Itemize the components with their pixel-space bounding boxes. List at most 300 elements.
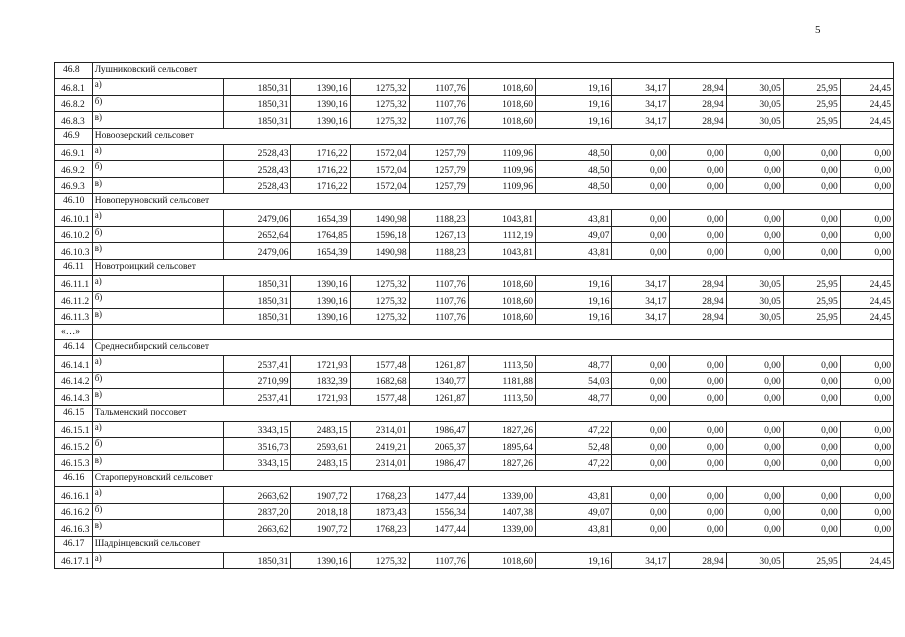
value-cell: 1827,26 xyxy=(468,454,535,471)
value-cell: 1275,32 xyxy=(350,308,409,325)
value-cell: 1261,87 xyxy=(409,389,468,406)
value-cell: 2479,06 xyxy=(224,243,291,260)
value-cell: 0,00 xyxy=(612,210,669,227)
value-cell: 0,00 xyxy=(726,487,783,504)
ellipsis-row xyxy=(55,325,894,340)
value-cell: 34,17 xyxy=(612,275,669,292)
value-cell: 1339,00 xyxy=(468,520,535,537)
value-cell: 25,95 xyxy=(783,275,840,292)
row-code: 46.11.3 xyxy=(55,308,93,325)
value-cell: 0,00 xyxy=(669,454,726,471)
value-cell: 1768,23 xyxy=(350,520,409,537)
section-title: Новоперуновский сельсовет xyxy=(92,194,893,210)
value-cell: 19,16 xyxy=(536,308,612,325)
value-cell: 1107,76 xyxy=(409,308,468,325)
value-cell: 43,81 xyxy=(536,243,612,260)
value-cell: 1390,16 xyxy=(291,308,350,325)
value-cell: 19,16 xyxy=(536,292,612,309)
value-cell: 0,00 xyxy=(783,210,840,227)
value-cell: 1275,32 xyxy=(350,552,409,569)
value-cell: 0,00 xyxy=(612,226,669,243)
value-cell: 0,00 xyxy=(783,421,840,438)
value-cell: 1850,31 xyxy=(224,95,291,112)
value-cell: 24,45 xyxy=(840,112,893,129)
value-cell: 30,05 xyxy=(726,292,783,309)
value-cell: 0,00 xyxy=(669,372,726,389)
value-cell: 34,17 xyxy=(612,308,669,325)
page-number: 5 xyxy=(815,24,821,36)
value-cell: 1018,60 xyxy=(468,552,535,569)
value-cell: 1018,60 xyxy=(468,95,535,112)
value-cell: 2483,15 xyxy=(291,454,350,471)
value-cell: 1654,39 xyxy=(291,243,350,260)
value-cell: 24,45 xyxy=(840,79,893,96)
value-cell: 24,45 xyxy=(840,292,893,309)
value-cell: 24,45 xyxy=(840,95,893,112)
value-cell: 34,17 xyxy=(612,95,669,112)
value-cell: 1596,18 xyxy=(350,226,409,243)
value-cell: 1407,38 xyxy=(468,503,535,520)
row-code: 46.11.1 xyxy=(55,275,93,292)
value-cell: 28,94 xyxy=(669,79,726,96)
value-cell: 2479,06 xyxy=(224,210,291,227)
row-code: 46.14.1 xyxy=(55,356,93,373)
value-cell: 0,00 xyxy=(840,421,893,438)
value-cell: 0,00 xyxy=(783,372,840,389)
table-row xyxy=(55,292,894,309)
value-cell: 0,00 xyxy=(726,438,783,455)
row-code: 46.15.2 xyxy=(55,438,93,455)
section-header-row xyxy=(55,405,894,421)
value-cell: 1907,72 xyxy=(291,487,350,504)
value-cell: 1107,76 xyxy=(409,95,468,112)
value-cell: 1390,16 xyxy=(291,95,350,112)
value-cell: 1577,48 xyxy=(350,356,409,373)
section-header-row xyxy=(55,63,894,79)
value-cell: 0,00 xyxy=(840,226,893,243)
value-cell: 0,00 xyxy=(783,438,840,455)
value-cell: 43,81 xyxy=(536,520,612,537)
section-title: Староперуновский сельсовет xyxy=(92,471,893,487)
value-cell: 1107,76 xyxy=(409,79,468,96)
section-code: 46.10 xyxy=(55,194,93,210)
value-cell: 49,07 xyxy=(536,226,612,243)
row-subitem: а) xyxy=(92,356,223,373)
value-cell: 0,00 xyxy=(783,356,840,373)
value-cell: 1716,22 xyxy=(291,161,350,178)
value-cell: 2483,15 xyxy=(291,421,350,438)
table-row xyxy=(55,503,894,520)
value-cell: 47,22 xyxy=(536,421,612,438)
value-cell: 0,00 xyxy=(612,389,669,406)
value-cell: 1107,76 xyxy=(409,112,468,129)
row-code: 46.8.1 xyxy=(55,79,93,96)
section-header-row xyxy=(55,194,894,210)
value-cell: 1721,93 xyxy=(291,356,350,373)
value-cell: 2537,41 xyxy=(224,389,291,406)
section-header-row xyxy=(55,471,894,487)
table-row xyxy=(55,356,894,373)
value-cell: 48,50 xyxy=(536,144,612,161)
section-title: Новоозерский сельсовет xyxy=(92,128,893,144)
value-cell: 0,00 xyxy=(669,210,726,227)
value-cell: 1275,32 xyxy=(350,292,409,309)
value-cell: 28,94 xyxy=(669,275,726,292)
value-cell: 0,00 xyxy=(726,356,783,373)
value-cell: 2065,37 xyxy=(409,438,468,455)
table-row xyxy=(55,520,894,537)
value-cell: 24,45 xyxy=(840,308,893,325)
value-cell: 2593,61 xyxy=(291,438,350,455)
value-cell: 0,00 xyxy=(783,503,840,520)
value-cell: 0,00 xyxy=(669,438,726,455)
value-cell: 3343,15 xyxy=(224,421,291,438)
row-code: 46.9.1 xyxy=(55,144,93,161)
value-cell: 0,00 xyxy=(726,226,783,243)
section-title: Шадрінцевский сельсовет xyxy=(92,536,893,552)
value-cell: 1339,00 xyxy=(468,487,535,504)
value-cell: 0,00 xyxy=(840,144,893,161)
value-cell: 0,00 xyxy=(783,454,840,471)
value-cell: 43,81 xyxy=(536,487,612,504)
section-header-row xyxy=(55,340,894,356)
value-cell: 1850,31 xyxy=(224,552,291,569)
row-code: 46.16.2 xyxy=(55,503,93,520)
value-cell: 1181,88 xyxy=(468,372,535,389)
value-cell: 49,07 xyxy=(536,503,612,520)
row-subitem: в) xyxy=(92,243,223,260)
section-code: 46.14 xyxy=(55,340,93,356)
value-cell: 1477,44 xyxy=(409,520,468,537)
table-row xyxy=(55,275,894,292)
value-cell: 0,00 xyxy=(612,421,669,438)
value-cell: 1850,31 xyxy=(224,112,291,129)
value-cell: 25,95 xyxy=(783,112,840,129)
row-code: 46.10.3 xyxy=(55,243,93,260)
value-cell: 34,17 xyxy=(612,79,669,96)
value-cell: 0,00 xyxy=(669,144,726,161)
value-cell: 0,00 xyxy=(726,421,783,438)
table-row xyxy=(55,112,894,129)
row-code: 46.15.1 xyxy=(55,421,93,438)
value-cell: 1188,23 xyxy=(409,210,468,227)
value-cell: 0,00 xyxy=(669,389,726,406)
value-cell: 3516,73 xyxy=(224,438,291,455)
value-cell: 30,05 xyxy=(726,308,783,325)
value-cell: 1764,85 xyxy=(291,226,350,243)
value-cell: 1390,16 xyxy=(291,292,350,309)
row-code: 46.17.1 xyxy=(55,552,93,569)
value-cell: 1113,50 xyxy=(468,389,535,406)
row-subitem: в) xyxy=(92,308,223,325)
value-cell: 1895,64 xyxy=(468,438,535,455)
value-cell: 2710,99 xyxy=(224,372,291,389)
table-row xyxy=(55,79,894,96)
value-cell: 1043,81 xyxy=(468,243,535,260)
row-subitem: в) xyxy=(92,520,223,537)
value-cell: 0,00 xyxy=(726,503,783,520)
value-cell: 1490,98 xyxy=(350,243,409,260)
value-cell: 2528,43 xyxy=(224,177,291,194)
table-row xyxy=(55,95,894,112)
section-code: 46.17 xyxy=(55,536,93,552)
value-cell: 1873,43 xyxy=(350,503,409,520)
value-cell: 19,16 xyxy=(536,275,612,292)
value-cell: 1113,50 xyxy=(468,356,535,373)
row-subitem: в) xyxy=(92,389,223,406)
value-cell: 1109,96 xyxy=(468,161,535,178)
value-cell: 25,95 xyxy=(783,79,840,96)
table-row xyxy=(55,226,894,243)
value-cell: 1577,48 xyxy=(350,389,409,406)
value-cell: 25,95 xyxy=(783,292,840,309)
value-cell: 1261,87 xyxy=(409,356,468,373)
value-cell: 48,77 xyxy=(536,356,612,373)
value-cell: 0,00 xyxy=(612,372,669,389)
row-subitem: а) xyxy=(92,487,223,504)
table-row xyxy=(55,389,894,406)
value-cell: 34,17 xyxy=(612,112,669,129)
value-cell: 1572,04 xyxy=(350,144,409,161)
value-cell: 0,00 xyxy=(840,520,893,537)
value-cell: 1654,39 xyxy=(291,210,350,227)
value-cell: 1043,81 xyxy=(468,210,535,227)
value-cell: 1907,72 xyxy=(291,520,350,537)
value-cell: 0,00 xyxy=(840,243,893,260)
value-cell: 1986,47 xyxy=(409,454,468,471)
section-header-row xyxy=(55,259,894,275)
row-code: 46.10.2 xyxy=(55,226,93,243)
section-title: Среднесибирский сельсовет xyxy=(92,340,893,356)
value-cell: 1018,60 xyxy=(468,292,535,309)
value-cell: 43,81 xyxy=(536,210,612,227)
value-cell: 25,95 xyxy=(783,552,840,569)
row-subitem: а) xyxy=(92,275,223,292)
value-cell: 1109,96 xyxy=(468,177,535,194)
value-cell: 25,95 xyxy=(783,308,840,325)
table-row xyxy=(55,438,894,455)
section-header-row xyxy=(55,536,894,552)
value-cell: 1257,79 xyxy=(409,177,468,194)
table-row xyxy=(55,454,894,471)
table-row xyxy=(55,144,894,161)
section-title: Тальменский поссовет xyxy=(92,405,893,421)
row-subitem: б) xyxy=(92,372,223,389)
row-subitem: в) xyxy=(92,454,223,471)
value-cell: 0,00 xyxy=(669,177,726,194)
value-cell: 1827,26 xyxy=(468,421,535,438)
value-cell: 1340,77 xyxy=(409,372,468,389)
value-cell: 0,00 xyxy=(840,454,893,471)
value-cell: 0,00 xyxy=(783,226,840,243)
row-code: 46.16.1 xyxy=(55,487,93,504)
value-cell: 0,00 xyxy=(726,454,783,471)
value-cell: 48,50 xyxy=(536,161,612,178)
value-cell: 0,00 xyxy=(783,144,840,161)
value-cell: 2419,21 xyxy=(350,438,409,455)
value-cell: 0,00 xyxy=(840,210,893,227)
value-cell: 1107,76 xyxy=(409,292,468,309)
value-cell: 52,48 xyxy=(536,438,612,455)
table-row xyxy=(55,161,894,178)
row-code: 46.16.3 xyxy=(55,520,93,537)
value-cell: 1490,98 xyxy=(350,210,409,227)
value-cell: 0,00 xyxy=(840,438,893,455)
value-cell: 3343,15 xyxy=(224,454,291,471)
value-cell: 30,05 xyxy=(726,112,783,129)
value-cell: 2528,43 xyxy=(224,161,291,178)
row-code: 46.9.2 xyxy=(55,161,93,178)
value-cell: 0,00 xyxy=(612,177,669,194)
value-cell: 1986,47 xyxy=(409,421,468,438)
row-subitem: а) xyxy=(92,552,223,569)
value-cell: 0,00 xyxy=(840,161,893,178)
value-cell: 0,00 xyxy=(726,243,783,260)
section-title: Новотроицкий сельсовет xyxy=(92,259,893,275)
value-cell: 28,94 xyxy=(669,95,726,112)
value-cell: 0,00 xyxy=(612,520,669,537)
value-cell: 0,00 xyxy=(726,520,783,537)
value-cell: 2663,62 xyxy=(224,520,291,537)
value-cell: 0,00 xyxy=(726,161,783,178)
row-code: 46.14.3 xyxy=(55,389,93,406)
value-cell: 0,00 xyxy=(726,372,783,389)
row-subitem: а) xyxy=(92,79,223,96)
row-subitem: в) xyxy=(92,177,223,194)
ellipsis-filler xyxy=(92,325,893,340)
row-subitem: б) xyxy=(92,292,223,309)
value-cell: 0,00 xyxy=(726,144,783,161)
value-cell: 1112,19 xyxy=(468,226,535,243)
value-cell: 30,05 xyxy=(726,95,783,112)
value-cell: 0,00 xyxy=(669,487,726,504)
row-code: 46.14.2 xyxy=(55,372,93,389)
value-cell: 1018,60 xyxy=(468,275,535,292)
value-cell: 2528,43 xyxy=(224,144,291,161)
value-cell: 47,22 xyxy=(536,454,612,471)
value-cell: 1018,60 xyxy=(468,308,535,325)
value-cell: 19,16 xyxy=(536,552,612,569)
row-subitem: б) xyxy=(92,95,223,112)
value-cell: 19,16 xyxy=(536,79,612,96)
row-code: 46.9.3 xyxy=(55,177,93,194)
value-cell: 0,00 xyxy=(669,161,726,178)
value-cell: 1275,32 xyxy=(350,79,409,96)
table-row xyxy=(55,552,894,569)
value-cell: 48,50 xyxy=(536,177,612,194)
value-cell: 2537,41 xyxy=(224,356,291,373)
value-cell: 0,00 xyxy=(726,389,783,406)
value-cell: 1188,23 xyxy=(409,243,468,260)
value-cell: 1850,31 xyxy=(224,275,291,292)
value-cell: 2018,18 xyxy=(291,503,350,520)
value-cell: 0,00 xyxy=(669,226,726,243)
row-subitem: в) xyxy=(92,112,223,129)
value-cell: 0,00 xyxy=(612,144,669,161)
value-cell: 19,16 xyxy=(536,112,612,129)
value-cell: 1257,79 xyxy=(409,161,468,178)
table-row xyxy=(55,210,894,227)
section-code: 46.11 xyxy=(55,259,93,275)
value-cell: 0,00 xyxy=(669,356,726,373)
value-cell: 24,45 xyxy=(840,275,893,292)
value-cell: 1716,22 xyxy=(291,177,350,194)
section-code: 46.9 xyxy=(55,128,93,144)
row-code: 46.10.1 xyxy=(55,210,93,227)
value-cell: 34,17 xyxy=(612,292,669,309)
value-cell: 34,17 xyxy=(612,552,669,569)
section-header-row xyxy=(55,128,894,144)
value-cell: 28,94 xyxy=(669,308,726,325)
row-subitem: б) xyxy=(92,161,223,178)
row-subitem: а) xyxy=(92,421,223,438)
value-cell: 1018,60 xyxy=(468,79,535,96)
value-cell: 1267,13 xyxy=(409,226,468,243)
row-code: 46.8.3 xyxy=(55,112,93,129)
value-cell: 0,00 xyxy=(612,454,669,471)
value-cell: 1107,76 xyxy=(409,275,468,292)
value-cell: 0,00 xyxy=(669,243,726,260)
value-cell: 30,05 xyxy=(726,275,783,292)
value-cell: 2314,01 xyxy=(350,421,409,438)
row-code: 46.15.3 xyxy=(55,454,93,471)
value-cell: 1477,44 xyxy=(409,487,468,504)
value-cell: 0,00 xyxy=(783,389,840,406)
value-cell: 25,95 xyxy=(783,95,840,112)
value-cell: 1390,16 xyxy=(291,275,350,292)
row-subitem: а) xyxy=(92,144,223,161)
row-subitem: а) xyxy=(92,210,223,227)
row-subitem: б) xyxy=(92,503,223,520)
section-code: 46.8 xyxy=(55,63,93,79)
value-cell: 2314,01 xyxy=(350,454,409,471)
row-code: 46.11.2 xyxy=(55,292,93,309)
value-cell: 1257,79 xyxy=(409,144,468,161)
value-cell: 1556,34 xyxy=(409,503,468,520)
value-cell: 0,00 xyxy=(612,161,669,178)
value-cell: 1107,76 xyxy=(409,552,468,569)
value-cell: 0,00 xyxy=(783,243,840,260)
tariff-table xyxy=(54,62,894,569)
value-cell: 1275,32 xyxy=(350,275,409,292)
value-cell: 1018,60 xyxy=(468,112,535,129)
value-cell: 2837,20 xyxy=(224,503,291,520)
ellipsis-mark: «…» xyxy=(55,325,93,340)
table-row xyxy=(55,421,894,438)
value-cell: 48,77 xyxy=(536,389,612,406)
value-cell: 2663,62 xyxy=(224,487,291,504)
value-cell: 1275,32 xyxy=(350,112,409,129)
row-subitem: б) xyxy=(92,438,223,455)
value-cell: 28,94 xyxy=(669,292,726,309)
value-cell: 30,05 xyxy=(726,79,783,96)
value-cell: 28,94 xyxy=(669,552,726,569)
value-cell: 1716,22 xyxy=(291,144,350,161)
value-cell: 0,00 xyxy=(840,372,893,389)
value-cell: 1682,68 xyxy=(350,372,409,389)
value-cell: 1721,93 xyxy=(291,389,350,406)
value-cell: 0,00 xyxy=(612,503,669,520)
value-cell: 1390,16 xyxy=(291,79,350,96)
table-row xyxy=(55,372,894,389)
value-cell: 0,00 xyxy=(840,356,893,373)
value-cell: 0,00 xyxy=(726,210,783,227)
value-cell: 0,00 xyxy=(612,356,669,373)
value-cell: 1390,16 xyxy=(291,552,350,569)
value-cell: 0,00 xyxy=(669,503,726,520)
value-cell: 0,00 xyxy=(840,177,893,194)
value-cell: 19,16 xyxy=(536,95,612,112)
